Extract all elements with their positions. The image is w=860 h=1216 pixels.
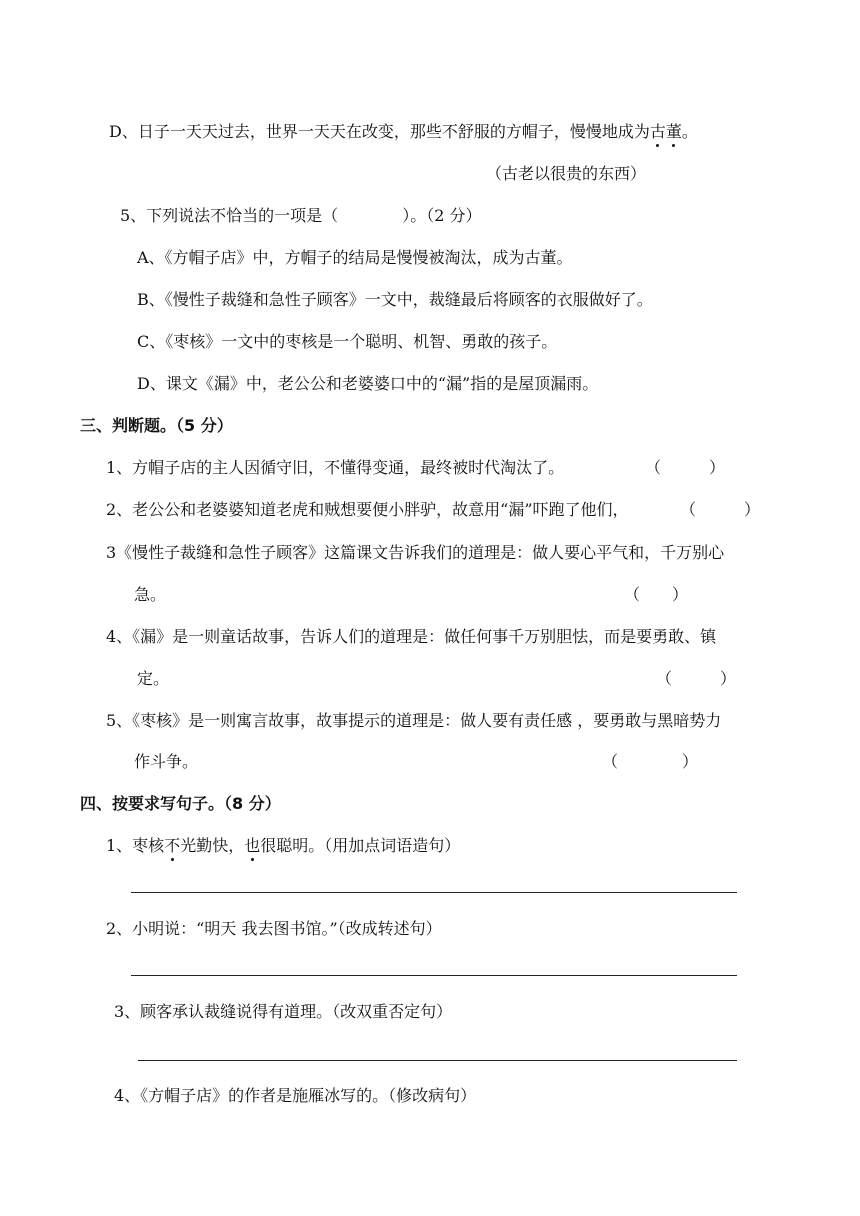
answer-line-1[interactable] (131, 892, 737, 893)
section-4-title: 四、按要求写句子。（8 分） (80, 794, 281, 813)
q4-option-d (109, 122, 698, 142)
tf-item-4: 4、《漏》是一则童话故事，告诉人们的道理是：做任何事千万别胆怯，而是要勇敢、镇 (106, 627, 717, 646)
tf-item-3-blank[interactable]: （ ） (624, 585, 689, 604)
tf-item-5-cont: 作斗争。 (134, 752, 199, 771)
sentence-item-1 (106, 836, 460, 856)
sentence-item-1-post: 很聪明。（用加点词语造句） (260, 836, 461, 855)
q5-option-b: B、《慢性子裁缝和急性子顾客》一文中，裁缝最后将顾客的衣服做好了。 (137, 290, 653, 309)
q5-option-c: C、《枣核》一文中的枣核是一个聪明、机智、勇敢的孩子。 (137, 332, 558, 351)
sentence-item-1-pre: 1、枣核 (106, 836, 165, 855)
q5-option-a: A、《方帽子店》中，方帽子的结局是慢慢被淘汰，成为古董。 (137, 248, 573, 267)
tf-item-3: 3《慢性子裁缝和急性子顾客》这篇课文告诉我们的道理是：做人要心平气和，千万别心 (106, 543, 725, 562)
emphasis-char: 不 (164, 836, 181, 855)
q4-option-d-prefix: D、日子一天天过去，世界一天天在改变，那些不舒服的方帽子，慢慢地成为 (109, 122, 650, 141)
emphasis-char: 古 (649, 122, 666, 141)
tf-item-1-blank[interactable]: （ ） (645, 458, 726, 477)
tf-item-3-cont: 急。 (134, 585, 167, 604)
q5-option-d: D、课文《漏》中，老公公和老婆婆口中的“漏”指的是屋顶漏雨。 (137, 374, 599, 393)
sentence-item-4: 4、《方帽子店》的作者是施雁冰写的。（修改病句） (114, 1086, 477, 1105)
tf-item-5-blank[interactable]: （ ） (602, 752, 699, 771)
tf-item-2-blank[interactable]: （ ） (680, 500, 761, 519)
emphasis-char: 也 (244, 836, 261, 855)
tf-item-4-blank[interactable]: （ ） (656, 669, 737, 688)
q5-prompt (120, 206, 481, 226)
sentence-item-3: 3、顾客承认裁缝说得有道理。（改双重否定句） (114, 1002, 453, 1021)
tf-item-4-cont: 定。 (137, 669, 170, 688)
tf-item-2: 2、老公公和老婆婆知道老虎和贼想要便小胖驴，故意用“漏”吓跑了他们， (106, 500, 629, 519)
emphasis-char: 董 (665, 122, 682, 141)
sentence-item-2: 2、小明说：“明天 我去图书馆。”（改成转述句） (106, 919, 442, 938)
answer-line-2[interactable] (131, 975, 737, 976)
q5-prompt-end: ）。（2 分） (402, 206, 482, 225)
tf-item-1: 1、方帽子店的主人因循守旧，不懂得变通，最终被时代淘汰了。 (106, 458, 565, 477)
section-3-title: 三、判断题。（5 分） (80, 416, 233, 435)
tf-item-5: 5、《枣核》是一则寓言故事，故事提示的道理是：做人要有责任感 ，要勇敢与黑暗势力 (106, 711, 722, 730)
answer-line-3[interactable] (138, 1060, 737, 1061)
q4-option-d-suffix: 。 (681, 122, 698, 141)
sentence-item-1-mid: 光勤快， (180, 836, 245, 855)
q5-prompt-start: 5、下列说法不恰当的一项是（ (120, 206, 339, 225)
q4-option-d-note: （古老以很贵的东西） (486, 164, 647, 183)
